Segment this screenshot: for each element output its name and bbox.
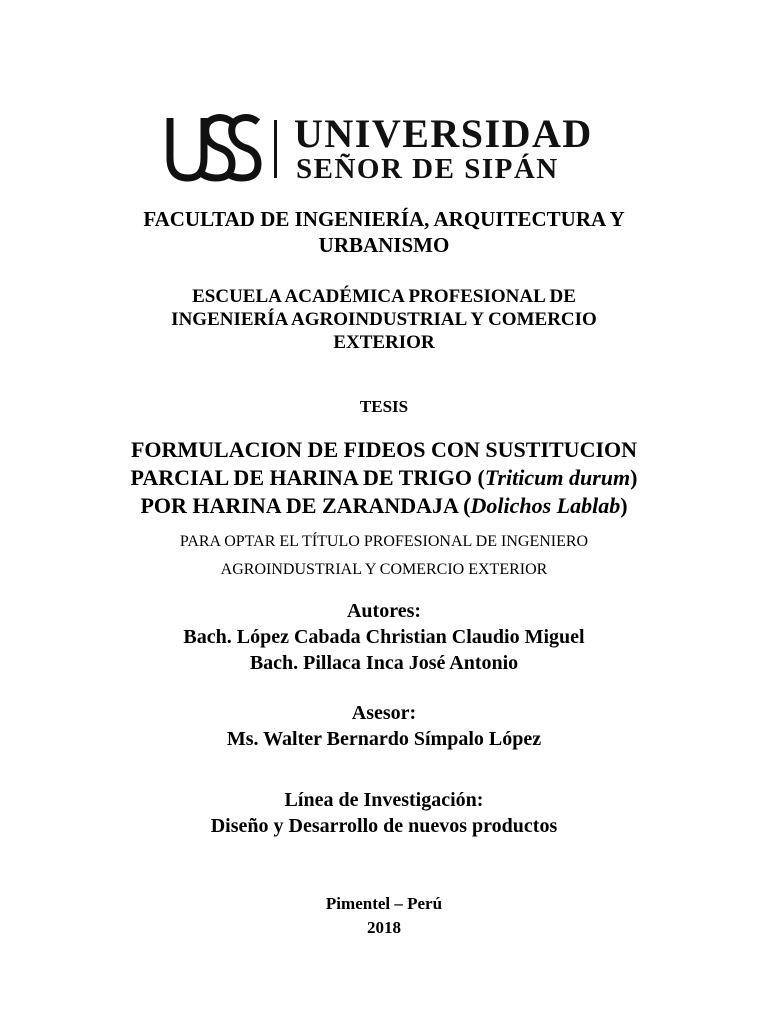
title-line-2-scientific-name: Triticum durum — [484, 465, 631, 490]
university-logo — [166, 111, 593, 185]
advisor-block — [0, 700, 768, 752]
degree-statement — [0, 528, 768, 584]
school-line-3: EXTERIOR — [333, 332, 435, 353]
research-line-value: Diseño y Desarrollo de nuevos productos — [210, 815, 558, 837]
uss-monogram-icon — [166, 112, 262, 184]
research-line-block — [0, 787, 768, 839]
faculty-name — [0, 206, 768, 258]
logo-senor-de-sipan-word: SEÑOR DE SIPÁN — [296, 153, 559, 185]
logo-university-word: UNIVERSIDAD — [294, 111, 593, 156]
school-name — [0, 285, 768, 354]
title-line-3-prefix: POR HARINA DE ZARANDAJA ( — [140, 493, 471, 518]
location: Pimentel – Perú — [325, 894, 443, 913]
year: 2018 — [367, 918, 401, 937]
title-line-3-suffix: ) — [620, 493, 628, 518]
school-line-1: ESCUELA ACADÉMICA PROFESIONAL DE — [192, 286, 576, 307]
title-line-3-scientific-name: Dolichos Lablab — [470, 493, 621, 518]
faculty-line-2: URBANISMO — [318, 233, 450, 257]
thesis-title — [0, 436, 768, 520]
author-name: Bach. López Cabada Christian Claudio Miguel — [183, 626, 585, 648]
place-and-year — [0, 892, 768, 940]
title-line-3 — [0, 492, 768, 520]
authors-heading: Autores: — [346, 600, 422, 622]
title-line-2 — [0, 464, 768, 492]
faculty-line-1: FACULTAD DE INGENIERÍA, ARQUITECTURA Y — [143, 207, 625, 231]
advisor-name: Ms. Walter Bernardo Símpalo López — [226, 728, 542, 750]
research-line-heading: Línea de Investigación: — [284, 789, 484, 811]
title-line-2-suffix: ) — [630, 465, 638, 490]
advisor-heading: Asesor: — [351, 702, 417, 724]
degree-line-1: PARA OPTAR EL TÍTULO PROFESIONAL DE INGENIERO — [179, 533, 589, 550]
title-line-2-prefix: PARCIAL DE HARINA DE TRIGO ( — [130, 465, 485, 490]
document-type: TESIS — [359, 397, 409, 416]
title-line-1: FORMULACION DE FIDEOS CON SUSTITUCION — [130, 437, 638, 462]
logo-divider — [274, 120, 277, 178]
authors-block — [0, 598, 768, 676]
author-name: Bach. Pillaca Inca José Antonio — [249, 652, 519, 674]
degree-line-2: AGROINDUSTRIAL Y COMERCIO EXTERIOR — [220, 561, 548, 578]
school-line-2: INGENIERÍA AGROINDUSTRIAL Y COMERCIO — [171, 309, 597, 330]
